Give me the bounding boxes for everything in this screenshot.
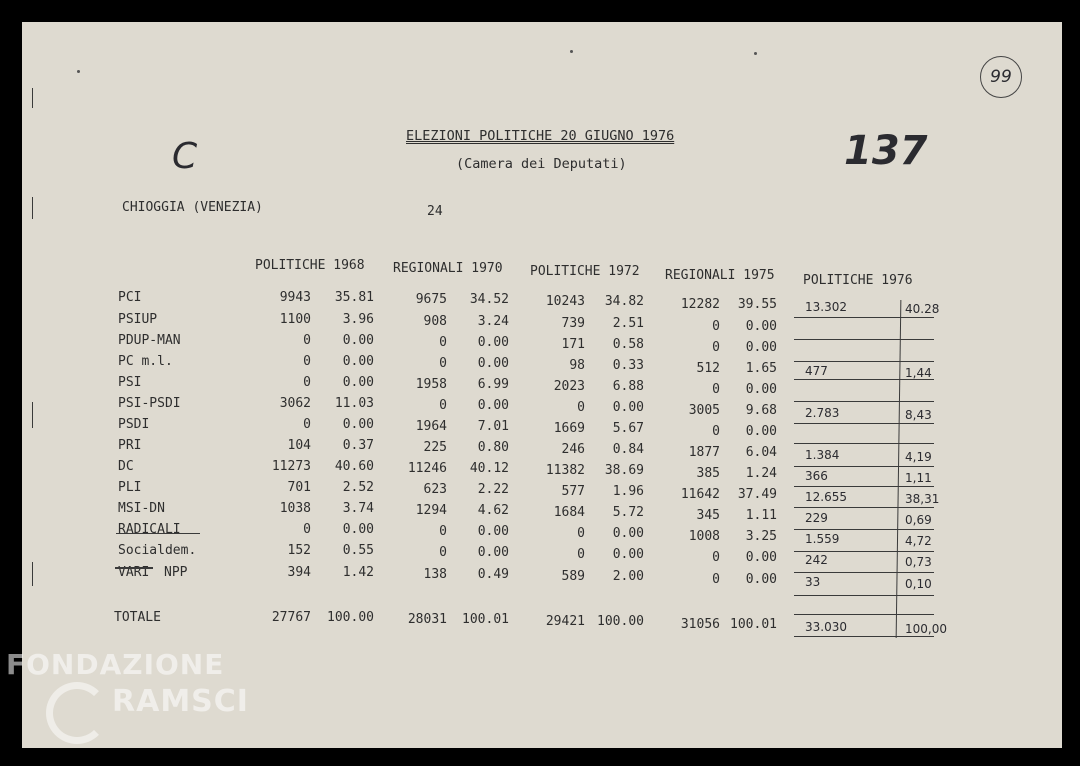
cell-p75: 1.11 <box>745 508 777 523</box>
cell-v76: 477 <box>805 364 828 378</box>
col-header-politiche-1976: POLITICHE 1976 <box>803 273 913 288</box>
cell-p72: 0.58 <box>612 337 644 352</box>
total-label: TOTALE <box>114 610 161 625</box>
cell-p70: 0.00 <box>477 524 509 539</box>
cell-p70: 0.00 <box>477 335 509 350</box>
cell-v68: 1038 <box>279 501 311 516</box>
cell-p68: 0.00 <box>342 375 374 390</box>
party-label: RADICALI <box>118 522 181 537</box>
margin-mark <box>32 402 33 428</box>
party-label: PSI-PSDI <box>118 396 181 411</box>
cell-p68: 1.42 <box>342 565 374 580</box>
cell-p70: 0.80 <box>477 440 509 455</box>
party-label: PCI <box>118 290 142 305</box>
cell-p75: 1.24 <box>745 466 777 481</box>
cell-p75: 39.55 <box>737 297 777 312</box>
cell-p70: 0.00 <box>477 545 509 560</box>
cell-v68: 0 <box>303 522 311 537</box>
cell-p72: 2.00 <box>612 569 644 584</box>
cell-v72: 10243 <box>545 294 585 309</box>
cell-v70: 138 <box>423 567 447 582</box>
cell-p72: 0.33 <box>612 358 644 373</box>
cell-v72: 1669 <box>553 421 585 436</box>
cell-p75: 6.04 <box>745 445 777 460</box>
cell-p76: 0,10 <box>905 577 932 591</box>
cell-v75: 0 <box>712 340 720 355</box>
cell-p76: 4,72 <box>905 534 932 548</box>
col1976-row-rule <box>794 401 934 402</box>
cell-p75: 0.00 <box>745 550 777 565</box>
cell-p70: 7.01 <box>477 419 509 434</box>
cell-p76: 0,73 <box>905 555 932 569</box>
cell-v68: 104 <box>287 438 311 453</box>
total-v76: 33.030 <box>805 620 847 634</box>
cell-p72: 34.82 <box>604 294 644 309</box>
cell-p68: 3.74 <box>342 501 374 516</box>
cell-v72: 98 <box>569 358 585 373</box>
cell-v70: 11246 <box>407 461 447 476</box>
cell-v75: 3005 <box>688 403 720 418</box>
cell-v68: 1100 <box>279 312 311 327</box>
cell-p70: 4.62 <box>477 503 509 518</box>
cell-p72: 38.69 <box>604 463 644 478</box>
cell-p76: 40.28 <box>905 302 940 316</box>
cell-v76: 33 <box>805 575 821 589</box>
cell-p70: 40.12 <box>469 461 509 476</box>
cell-v68: 152 <box>287 543 311 558</box>
cell-v76: 2.783 <box>805 406 840 420</box>
cell-p72: 6.88 <box>612 379 644 394</box>
cell-v68: 11273 <box>271 459 311 474</box>
cell-p70: 0.00 <box>477 356 509 371</box>
cell-p68: 0.00 <box>342 417 374 432</box>
radicali-underline <box>116 533 200 534</box>
party-label: PLI <box>118 480 142 495</box>
margin-mark <box>32 197 33 219</box>
col1976-row-rule <box>794 361 934 362</box>
party-label: DC <box>118 459 134 474</box>
cell-p68: 0.37 <box>342 438 374 453</box>
col1976-row-rule <box>794 423 934 424</box>
cell-v72: 0 <box>577 547 585 562</box>
cell-p75: 9.68 <box>745 403 777 418</box>
cell-p76: 1,11 <box>905 471 932 485</box>
cell-v70: 1294 <box>415 503 447 518</box>
cell-p75: 0.00 <box>745 340 777 355</box>
cell-v70: 0 <box>439 398 447 413</box>
cell-p68: 35.81 <box>334 290 374 305</box>
cell-p68: 0.00 <box>342 522 374 537</box>
document-sheet <box>22 22 1062 748</box>
cell-v75: 345 <box>696 508 720 523</box>
cell-v76: 229 <box>805 511 828 525</box>
cell-v72: 739 <box>561 316 585 331</box>
cell-v72: 2023 <box>553 379 585 394</box>
col-header-regionali-1970: REGIONALI 1970 <box>393 261 503 276</box>
cell-p70: 34.52 <box>469 292 509 307</box>
cell-v72: 0 <box>577 400 585 415</box>
total-v72: 29421 <box>545 614 585 629</box>
handwritten-number: 137 <box>844 128 928 174</box>
col1976-row-rule <box>794 507 934 508</box>
cell-v68: 394 <box>287 565 311 580</box>
party-label: PRI <box>118 438 142 453</box>
cell-p76: 4,19 <box>905 450 932 464</box>
cell-v76: 242 <box>805 553 828 567</box>
watermark-line1: FONDAZIONE <box>6 648 225 681</box>
document-title: ELEZIONI POLITICHE 20 GIUGNO 1976 <box>406 128 675 144</box>
speck <box>754 52 757 55</box>
cell-v75: 0 <box>712 382 720 397</box>
cell-v75: 0 <box>712 319 720 334</box>
col1976-row-rule <box>794 614 934 615</box>
cell-p70: 3.24 <box>477 314 509 329</box>
col1976-row-rule <box>794 595 934 596</box>
col1976-row-rule <box>794 317 934 318</box>
cell-v70: 623 <box>423 482 447 497</box>
col-header-politiche-1968: POLITICHE 1968 <box>255 258 365 273</box>
cell-p72: 0.84 <box>612 442 644 457</box>
cell-p72: 0.00 <box>612 526 644 541</box>
col1976-row-rule <box>794 486 934 487</box>
party-label: PC m.l. <box>118 354 173 369</box>
party-label: PSI <box>118 375 142 390</box>
total-v75: 31056 <box>680 617 720 632</box>
cell-v68: 0 <box>303 417 311 432</box>
cell-p72: 0.00 <box>612 547 644 562</box>
cell-v76: 1.559 <box>805 532 840 546</box>
cell-v75: 1877 <box>688 445 720 460</box>
party-label: PDUP-MAN <box>118 333 181 348</box>
cell-v75: 11642 <box>680 487 720 502</box>
cell-p75: 0.00 <box>745 572 777 587</box>
total-p72: 100.00 <box>597 614 644 629</box>
total-p70: 100.01 <box>462 612 509 627</box>
cell-p75: 1.65 <box>745 361 777 376</box>
party-label: VARI <box>118 565 150 580</box>
cell-p68: 0.00 <box>342 354 374 369</box>
cell-v75: 512 <box>696 361 720 376</box>
cell-p68: 40.60 <box>334 459 374 474</box>
speck <box>570 50 573 53</box>
total-v70: 28031 <box>407 612 447 627</box>
speck <box>77 70 80 73</box>
cell-p76: 0,69 <box>905 513 932 527</box>
party-label: PSIUP <box>118 312 158 327</box>
cell-v70: 225 <box>423 440 447 455</box>
cell-v75: 0 <box>712 572 720 587</box>
col1976-row-rule <box>794 466 934 467</box>
col1976-row-rule <box>794 379 934 380</box>
total-p75: 100.01 <box>730 617 777 632</box>
cell-p76: 38,31 <box>905 492 940 506</box>
cell-v70: 0 <box>439 524 447 539</box>
document-subtitle: (Camera dei Deputati) <box>456 156 627 172</box>
cell-v68: 0 <box>303 333 311 348</box>
cell-v70: 0 <box>439 335 447 350</box>
col1976-row-rule <box>794 636 934 637</box>
cell-v75: 385 <box>696 466 720 481</box>
cell-v68: 3062 <box>279 396 311 411</box>
vari-strikethrough <box>115 567 153 569</box>
cell-p75: 37.49 <box>737 487 777 502</box>
cell-p76: 1,44 <box>905 366 932 380</box>
total-v68: 27767 <box>271 610 311 625</box>
cell-v70: 9675 <box>415 292 447 307</box>
watermark-line2: RAMSCI <box>112 684 249 719</box>
margin-mark <box>32 88 33 108</box>
col1976-row-rule <box>794 551 934 552</box>
cell-p75: 0.00 <box>745 382 777 397</box>
cell-p68: 0.00 <box>342 333 374 348</box>
margin-mark <box>32 562 33 586</box>
party-label-extra: NPP <box>164 565 188 580</box>
cell-v75: 0 <box>712 550 720 565</box>
col1976-row-rule <box>794 339 934 340</box>
cell-v72: 577 <box>561 484 585 499</box>
cell-p70: 0.00 <box>477 398 509 413</box>
cell-v72: 11382 <box>545 463 585 478</box>
cell-v68: 9943 <box>279 290 311 305</box>
cell-p68: 2.52 <box>342 480 374 495</box>
cell-p75: 0.00 <box>745 424 777 439</box>
col1976-vertical-rule <box>896 300 902 638</box>
handwritten-letter: C <box>172 136 198 177</box>
cell-p72: 5.67 <box>612 421 644 436</box>
cell-v72: 1684 <box>553 505 585 520</box>
total-p68: 100.00 <box>327 610 374 625</box>
col-header-regionali-1975: REGIONALI 1975 <box>665 268 775 283</box>
cell-p72: 1.96 <box>612 484 644 499</box>
cell-v70: 908 <box>423 314 447 329</box>
cell-v76: 1.384 <box>805 448 840 462</box>
cell-p76: 8,43 <box>905 408 932 422</box>
cell-p70: 6.99 <box>477 377 509 392</box>
cell-p75: 3.25 <box>745 529 777 544</box>
cell-v68: 0 <box>303 375 311 390</box>
party-label: MSI-DN <box>118 501 165 516</box>
cell-p75: 0.00 <box>745 319 777 334</box>
total-p76: 100,00 <box>905 622 947 636</box>
watermark-logo-icon <box>46 682 108 744</box>
cell-v76: 13.302 <box>805 300 847 314</box>
cell-p68: 11.03 <box>334 396 374 411</box>
location-code: 24 <box>427 204 443 219</box>
cell-v68: 0 <box>303 354 311 369</box>
cell-p72: 5.72 <box>612 505 644 520</box>
cell-v70: 1964 <box>415 419 447 434</box>
cell-v70: 0 <box>439 545 447 560</box>
col1976-row-rule <box>794 443 934 444</box>
cell-v72: 246 <box>561 442 585 457</box>
cell-p70: 0.49 <box>477 567 509 582</box>
page-mark: 99 <box>980 56 1022 98</box>
cell-v76: 366 <box>805 469 828 483</box>
cell-v76: 12.655 <box>805 490 847 504</box>
cell-p70: 2.22 <box>477 482 509 497</box>
col1976-row-rule <box>794 529 934 530</box>
cell-p68: 0.55 <box>342 543 374 558</box>
cell-p72: 0.00 <box>612 400 644 415</box>
cell-v70: 0 <box>439 356 447 371</box>
party-label: PSDI <box>118 417 150 432</box>
party-label: Socialdem. <box>118 543 197 558</box>
cell-p72: 2.51 <box>612 316 644 331</box>
cell-v72: 589 <box>561 569 585 584</box>
cell-v70: 1958 <box>415 377 447 392</box>
cell-v68: 701 <box>287 480 311 495</box>
cell-v72: 0 <box>577 526 585 541</box>
cell-p68: 3.96 <box>342 312 374 327</box>
col1976-row-rule <box>794 572 934 573</box>
cell-v75: 0 <box>712 424 720 439</box>
cell-v72: 171 <box>561 337 585 352</box>
location-label: CHIOGGIA (VENEZIA) <box>122 200 263 215</box>
cell-v75: 1008 <box>688 529 720 544</box>
col-header-politiche-1972: POLITICHE 1972 <box>530 264 640 279</box>
cell-v75: 12282 <box>680 297 720 312</box>
